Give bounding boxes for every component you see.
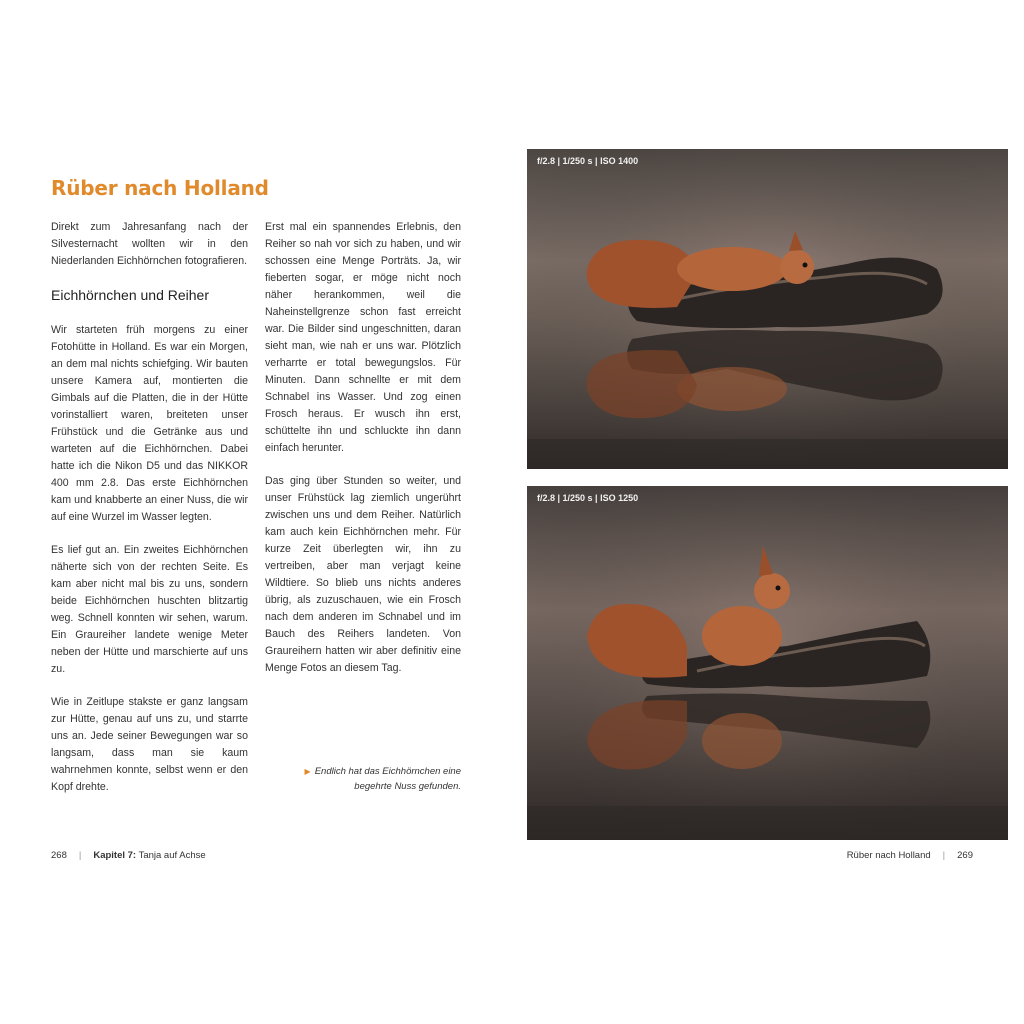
squirrel-photo-2 <box>527 486 1008 840</box>
caption-text: Endlich hat das Eichhörnchen eine begehrte Nuss gefunden. <box>314 766 461 792</box>
exif-info: f/2.8 | 1/250 s | ISO 1250 <box>537 493 639 503</box>
intro-paragraph: Direkt zum Jahresanfang nach der Silvesternacht wollten wir in den Niederlanden Eichhörnchen fotografieren. <box>51 221 248 267</box>
footer-left <box>51 850 206 861</box>
body-paragraph: Wie in Zeitlupe stakste er ganz langsam zur Hütte, genau auf uns zu, und starrte uns an. Jede seiner Bewegungen war so langsam, dass man sie kaum wahrnehmen konnte, selbst wenn er den Kopf drehte. <box>51 696 248 793</box>
squirrel-photo-1 <box>527 149 1008 469</box>
footer-chapter-title: Tanja auf Achse <box>138 850 206 861</box>
footer-chapter: Kapitel 7: <box>93 850 137 861</box>
photo-caption <box>300 764 461 794</box>
body-paragraph: Wir starteten früh morgens zu einer Fotohütte in Holland. Es war ein Morgen, an dem mal nichts schiefging. Wir bauten unsere Kamera auf, montierten die Gimbals auf die Platten, die in der Hütte vorinstalliert waren, breiteten unser Frühstück und die Getränke aus und warteten auf die Eichhörnchen. Dabei hatte ich die Nikon D5 und das NIKKOR 400 mm 2.8. Das erste Eichhörnchen kam und knabberte an einer Nuss, die wir auf eine Wurzel im Wasser legten. <box>51 324 248 523</box>
page-number-left: 268 <box>51 850 67 861</box>
footer-section-title: Rüber nach Holland <box>846 850 931 861</box>
caption-arrow-icon: ▶ <box>304 767 311 776</box>
squirrel-photo-1-image <box>527 149 1008 469</box>
footer-separator: | <box>942 850 946 861</box>
exif-info: f/2.8 | 1/250 s | ISO 1400 <box>537 156 639 166</box>
text-column-left <box>51 219 248 812</box>
footer-separator: | <box>78 850 82 861</box>
page-title: Rüber nach Holland <box>51 176 269 200</box>
page-number-right: 269 <box>957 850 973 861</box>
text-column-middle <box>265 219 461 693</box>
body-paragraph: Erst mal ein spannendes Erlebnis, den Reiher so nah vor sich zu haben, und wir schossen eine Menge Porträts. Ja, wir fieberten sogar, er möge nicht noch näher herankommen, weil die Naheinstellgrenze schon fast erreicht war. Die Bilder sind ungeschnitten, daran sieht man, wie nah er uns war. Plötzlich verharrte er total bewegungslos. Für Minuten. Dann schnellte er mit dem Schnabel ins Wasser. Und zog einen Frosch heraus. Er wusch ihn erst, schüttelte ihn und schluckte ihn dann einfach herunter. <box>265 221 461 454</box>
footer-right <box>847 850 973 861</box>
body-paragraph: Es lief gut an. Ein zweites Eichhörnchen näherte sich von der rechten Seite. Es kam aber nicht mal bis zu uns, sondern beide Eichhörnchen huschten blitzartig weg. Schnell konnten wir sehen, warum. Ein Graureiher landete wenige Meter neben der Hütte und marschierte auf uns zu. <box>51 544 248 675</box>
body-paragraph: Das ging über Stunden so weiter, und unser Frühstück lag ziemlich ungerührt zwischen uns und dem Reiher. Natürlich kam auch kein Eichhörnchen mehr. Für kurze Zeit überlegten wir, ihn zu vertreiben, aber man verjagt keine Wildtiere. So blieb uns nichts anderes übrig, als zuzuschauen, wie ein Frosch nach dem anderen im Schnabel und im Bauch des Reihers landeten. Von Graureihern hatten wir aber definitiv eine Menge Fotos an diesem Tag. <box>265 475 461 674</box>
squirrel-photo-2-image <box>527 486 1008 840</box>
section-heading: Eichhörnchen und Reiher <box>51 287 209 303</box>
